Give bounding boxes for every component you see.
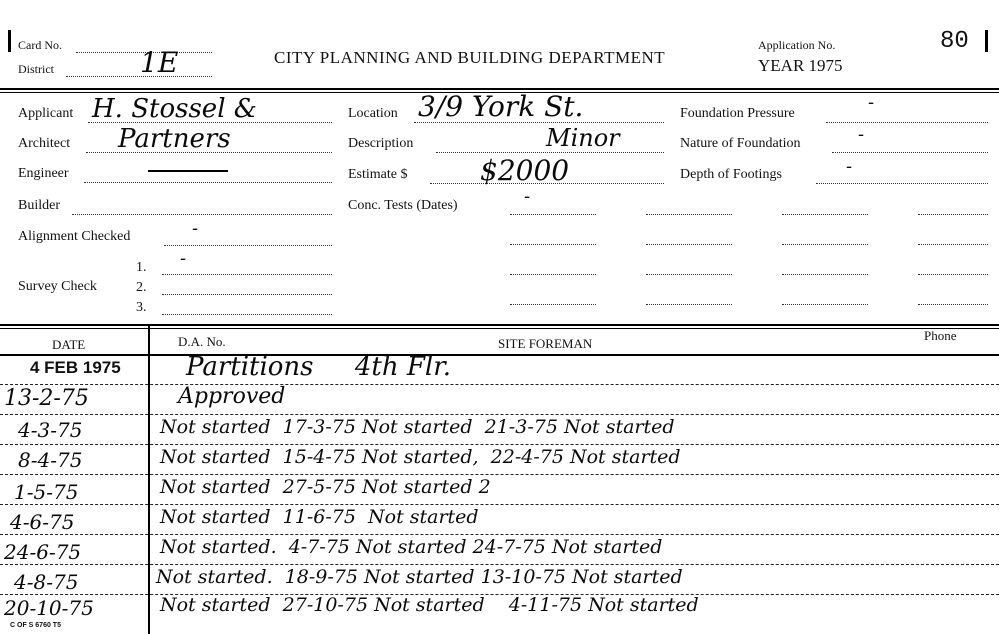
description-label: Description — [348, 136, 414, 151]
description-line — [436, 152, 664, 153]
depth-footings-value: - — [846, 156, 853, 177]
log-row-entry: Not started. 4-7-75 Not started 24-7-75 Not started — [160, 536, 663, 558]
grid-line — [510, 214, 596, 215]
grid-line — [510, 274, 596, 275]
card-no-label: Card No. — [18, 38, 62, 52]
location-value: 3/9 York St. — [418, 90, 584, 123]
log-da-header: D.A. No. — [178, 334, 226, 349]
log-row-date: 24-6-75 — [4, 540, 82, 564]
depth-footings-line — [816, 183, 988, 184]
alignment-line — [164, 245, 332, 246]
punch-mark — [8, 30, 11, 52]
row-divider — [0, 474, 999, 475]
survey-1-label: 1. — [136, 260, 147, 275]
applicant-value: H. Stossel & — [92, 94, 257, 124]
log-row-entry: Not started 17-3-75 Not started 21-3-75 Not started — [160, 416, 675, 438]
engineer-line — [84, 182, 332, 183]
conc-tests-label: Conc. Tests (Dates) — [348, 198, 458, 213]
grid-line — [510, 304, 596, 305]
nature-foundation-value: - — [858, 124, 865, 145]
nature-foundation-label: Nature of Foundation — [680, 136, 801, 151]
grid-line — [782, 274, 868, 275]
grid-line — [782, 304, 868, 305]
row-divider — [0, 564, 999, 565]
log-row-entry: Not started 27-5-75 Not started 2 — [160, 476, 491, 498]
department-title: CITY PLANNING AND BUILDING DEPARTMENT — [274, 48, 666, 67]
log-phone-header: Phone — [924, 328, 957, 343]
foundation-pressure-value: - — [868, 92, 875, 113]
nature-foundation-line — [832, 152, 988, 153]
grid-line — [646, 304, 732, 305]
engineer-dash — [148, 170, 228, 172]
foundation-pressure-line — [826, 122, 988, 123]
survey-2-line — [162, 294, 332, 295]
description-value: Minor — [546, 124, 620, 152]
row-divider — [0, 534, 999, 535]
survey-3-line — [162, 314, 332, 315]
row-divider — [0, 414, 999, 415]
applicant-label: Applicant — [18, 106, 74, 121]
grid-line — [646, 244, 732, 245]
log-row-date: 4 FEB 1975 — [30, 358, 121, 377]
grid-line — [646, 214, 732, 215]
alignment-label: Alignment Checked — [18, 229, 131, 244]
log-row-entry: Not started. 18-9-75 Not started 13-10-75 Not started — [156, 566, 683, 588]
foundation-pressure-label: Foundation Pressure — [680, 106, 795, 121]
application-no-value: 80 — [940, 28, 969, 55]
survey-2-label: 2. — [136, 280, 147, 295]
grid-line — [918, 244, 988, 245]
grid-line — [918, 214, 988, 215]
form-code: C OF S 6760 T5 — [10, 622, 61, 629]
builder-line — [72, 214, 332, 215]
conc-tests-value: - — [524, 186, 531, 207]
alignment-value: - — [192, 218, 199, 239]
log-date-header: DATE — [52, 337, 86, 352]
depth-footings-label: Depth of Footings — [680, 167, 782, 182]
engineer-label: Engineer — [18, 166, 69, 181]
log-row-date: 4-3-75 — [18, 418, 83, 442]
log-row-entry: Not started 27-10-75 Not started 4-11-75 Not started — [160, 594, 699, 616]
log-row-entry: Partitions 4th Flr. — [186, 352, 452, 382]
survey-3-label: 3. — [136, 300, 147, 315]
district-label: District — [18, 62, 54, 76]
punch-mark — [985, 30, 988, 52]
log-row-date: 13-2-75 — [4, 386, 89, 411]
row-divider — [0, 384, 999, 385]
architect-label: Architect — [18, 136, 71, 151]
grid-line — [918, 274, 988, 275]
grid-line — [782, 214, 868, 215]
log-row-entry: Not started 11-6-75 Not started — [160, 506, 479, 528]
log-row-date: 1-5-75 — [14, 480, 79, 504]
district-value: 1E — [140, 46, 179, 79]
grid-line — [510, 244, 596, 245]
application-no-label: Application No. — [758, 38, 836, 52]
log-row-entry: Not started 15-4-75 Not started, 22-4-75 Not started — [160, 446, 681, 468]
district-line — [66, 76, 212, 77]
log-row-date: 8-4-75 — [18, 448, 83, 472]
grid-line — [918, 304, 988, 305]
row-divider — [0, 504, 999, 505]
year-label: YEAR 1975 — [758, 56, 843, 75]
survey-check-label: Survey Check — [18, 279, 97, 294]
date-column-divider — [148, 324, 150, 634]
log-row-entry: Approved — [178, 384, 286, 409]
grid-line — [782, 244, 868, 245]
log-row-date: 4-6-75 — [10, 510, 75, 534]
location-label: Location — [348, 106, 398, 121]
estimate-value: $2000 — [480, 154, 570, 187]
log-row-date: 4-8-75 — [14, 570, 79, 594]
builder-label: Builder — [18, 198, 60, 213]
survey-1-line — [162, 274, 332, 275]
architect-value: Partners — [118, 124, 231, 154]
grid-line — [646, 274, 732, 275]
log-row-date: 20-10-75 — [4, 596, 94, 620]
survey-1-value: - — [180, 248, 187, 269]
row-divider — [0, 444, 999, 445]
estimate-label: Estimate $ — [348, 167, 408, 182]
log-foreman-header: SITE FOREMAN — [498, 336, 593, 351]
